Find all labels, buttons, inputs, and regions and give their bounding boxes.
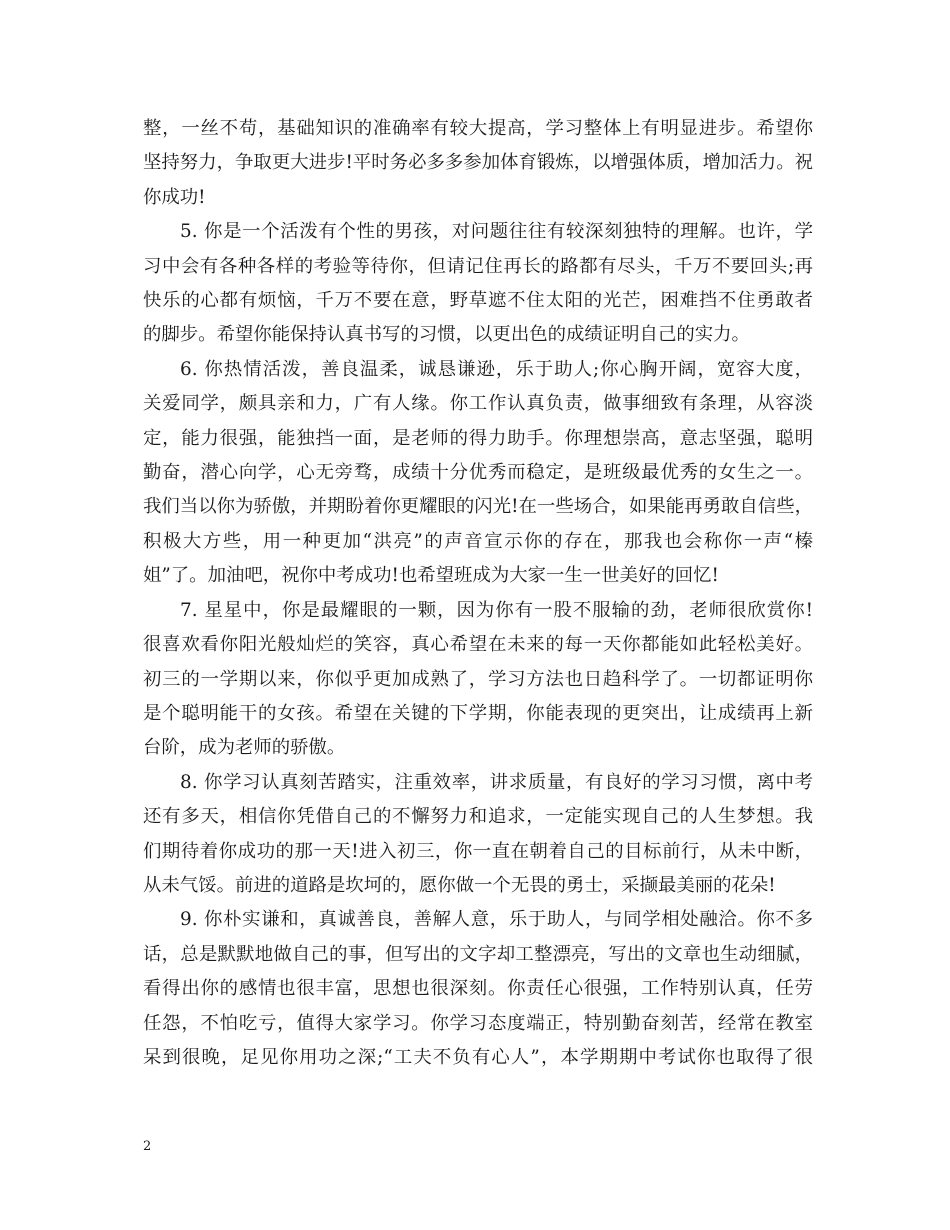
page-number: 2 <box>143 1139 152 1154</box>
text-line: 习中会有各种各样的考验等待你，但请记住再长的路都有尽头，千万不要回头;再 <box>143 255 813 277</box>
text-line: 很喜欢看你阳光般灿烂的笑容，真心希望在未来的每一天你都能如此轻松美好。 <box>143 634 813 656</box>
text-line: 初三的一学期以来，你似乎更加成熟了，学习方法也日趋科学了。一切都证明你 <box>143 668 813 690</box>
text-line: 话，总是默默地做自己的事，但写出的文字却工整漂亮，写出的文章也生动细腻， <box>143 943 813 965</box>
text-line: 姐”了。加油吧，祝你中考成功!也希望班成为大家一生一世美好的回忆! <box>143 565 719 587</box>
text-line: 任怨，不怕吃亏，值得大家学习。你学习态度端正，特别勤奋刻苦，经常在教室 <box>143 1012 813 1034</box>
text-line: 8. 你学习认真刻苦踏实，注重效率，讲求质量，有良好的学习习惯，离中考 <box>180 771 813 793</box>
text-line: 还有多天，相信你凭借自己的不懈努力和追求，一定能实现自己的人生梦想。我 <box>143 806 813 828</box>
text-line: 的脚步。希望你能保持认真书写的习惯，以更出色的成绩证明自己的实力。 <box>143 324 750 346</box>
text-line: 快乐的心都有烦恼，千万不要在意，野草遮不住太阳的光芒，困难挡不住勇敢者 <box>143 290 813 312</box>
text-line: 我们当以你为骄傲，并期盼着你更耀眼的闪光!在一些场合，如果能再勇敢自信些， <box>143 496 813 518</box>
body-text <box>143 112 813 1075</box>
text-line: 9. 你朴实谦和，真诚善良，善解人意，乐于助人，与同学相处融洽。你不多 <box>180 909 813 931</box>
text-line: 5. 你是一个活泼有个性的男孩，对问题往往有较深刻独特的理解。也许，学 <box>180 221 813 243</box>
text-line: 勤奋，潜心向学，心无旁骛，成绩十分优秀而稳定，是班级最优秀的女生之一。 <box>143 462 813 484</box>
text-line: 7. 星星中，你是最耀眼的一颗，因为你有一股不服输的劲，老师很欣赏你! <box>180 599 813 621</box>
text-line: 们期待着你成功的那一天!进入初三，你一直在朝着自己的目标前行，从未中断， <box>143 840 813 862</box>
text-line: 你成功! <box>143 186 206 208</box>
text-line: 定，能力很强，能独挡一面，是老师的得力助手。你理想崇高，意志坚强，聪明 <box>143 427 813 449</box>
text-line: 从未气馁。前进的道路是坎坷的，愿你做一个无畏的勇士，采撷最美丽的花朵! <box>143 874 776 896</box>
text-line: 关爱同学，颇具亲和力，广有人缘。你工作认真负责，做事细致有条理，从容淡 <box>143 393 813 415</box>
text-line: 6. 你热情活泼，善良温柔，诚恳谦逊，乐于助人;你心胸开阔，宽容大度， <box>180 358 813 380</box>
text-line: 台阶，成为老师的骄傲。 <box>143 737 346 759</box>
text-line: 呆到很晚，足见你用功之深;“工夫不负有心人”，本学期期中考试你也取得了很 <box>143 1046 813 1068</box>
text-line: 坚持努力，争取更大进步!平时务必多多参加体育锻炼，以增强体质，增加活力。祝 <box>143 152 813 174</box>
text-line: 是个聪明能干的女孩。希望在关键的下学期，你能表现的更突出，让成绩再上新 <box>143 702 813 724</box>
text-line: 整，一丝不苟，基础知识的准确率有较大提高，学习整体上有明显进步。希望你 <box>143 118 813 139</box>
text-line: 积极大方些，用一种更加“洪亮”的声音宣示你的存在，那我也会称你一声“榛 <box>143 530 813 552</box>
text-line: 看得出你的感情也很丰富，思想也很深刻。你责任心很强，工作特别认真，任劳 <box>143 978 813 1000</box>
